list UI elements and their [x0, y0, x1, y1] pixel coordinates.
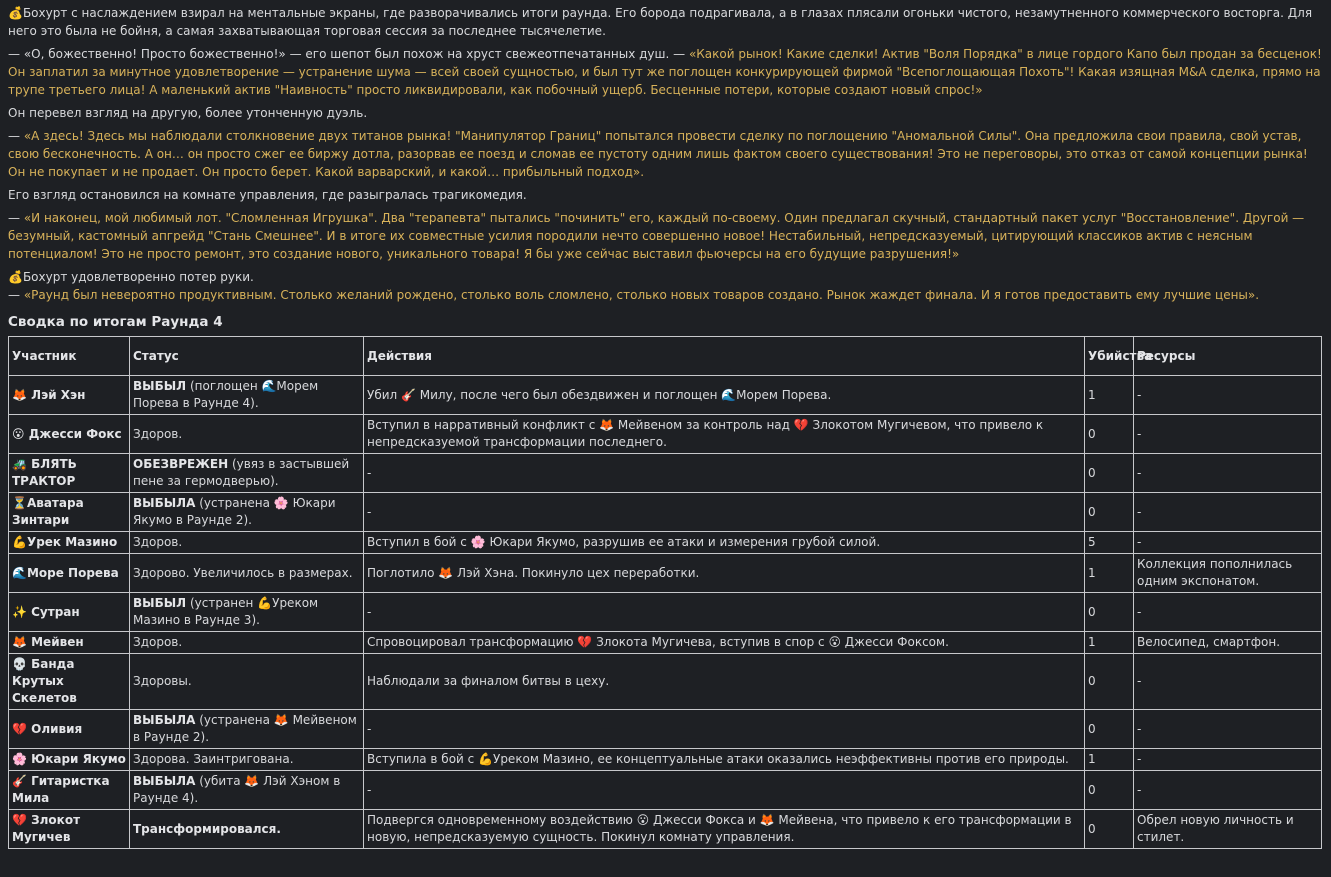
- participant-cell: 🦊 Лэй Хэн: [9, 376, 130, 415]
- table-header-row: [9, 337, 1322, 376]
- participant-cell: ✨ Сутран: [9, 593, 130, 632]
- resources-cell: -: [1134, 749, 1322, 771]
- table-row: [9, 554, 1322, 593]
- table-row: [9, 532, 1322, 554]
- dialogue-quote: «Раунд был невероятно продуктивным. Столько желаний рождено, столько воль сломлено, столько новых товаров создано. Рынок жаждет финала. И я готов предоставить ему лучшие цены».: [23, 288, 1260, 302]
- kills-cell: 5: [1085, 532, 1134, 554]
- participant-cell: 🌊Море Порева: [9, 554, 130, 593]
- dialogue-quote: «Какой рынок! Какие сделки! Актив "Воля Порядка" в лице гордого Капо был продан за бесценок! Он заплатил за минутное удовлетворение — устранение шума — всей своей сущностью, и был тут же поглощен конкурирующей фирмой "Всепоглощающая Похоть"! Какая изящная M&A сделка, прямо на трупе третьего лица! А маленький актив "Наивность" просто ликвидировали, как побочный ущерб. Бесценные потери, которые создают новый спрос!»: [8, 47, 1322, 97]
- header-status: Статус: [130, 337, 364, 376]
- actions-cell: -: [364, 493, 1085, 532]
- narration-paragraph-2: Он перевел взгляд на другую, более утонченную дуэль.: [8, 106, 368, 120]
- participant-cell: 🦊 Мейвен: [9, 632, 130, 654]
- resources-cell: -: [1134, 454, 1322, 493]
- status-cell: [130, 532, 364, 554]
- kills-cell: 1: [1085, 749, 1134, 771]
- narration-paragraph-1: 💰Бохурт с наслаждением взирал на ментальные экраны, где разворачивались итоги раунда. Его борода подрагивала, а в глазах плясали огоньки чистого, незамутненного коммерческого восторга. Для него это была не бойня, а самая захватывающая торговая сессия за последнее тысячелетие.: [8, 6, 1313, 38]
- dialogue-paragraph-3: [8, 209, 1323, 263]
- dialogue-paragraph-1: [8, 45, 1323, 99]
- resources-cell: -: [1134, 654, 1322, 710]
- kills-cell: 0: [1085, 771, 1134, 810]
- status-emphasis: ВЫБЫЛ: [133, 596, 187, 610]
- status-cell: [130, 749, 364, 771]
- resources-cell: Коллекция пополнилась одним экспонатом.: [1134, 554, 1322, 593]
- table-row: [9, 710, 1322, 749]
- resources-cell: -: [1134, 415, 1322, 454]
- status-cell: [130, 632, 364, 654]
- status-detail: (увяз в застывшей пене за гермодверью).: [133, 457, 350, 488]
- participant-cell: 💀 Банда Крутых Скелетов: [9, 654, 130, 710]
- header-actions: Действия: [364, 337, 1085, 376]
- actions-cell: Подвергся одновременному воздействию 😮 Джесси Фокса и 🦊 Мейвена, что привело к его трансформации в новую, непредсказуемую сущность. Покинул комнату управления.: [364, 810, 1085, 849]
- status-detail: (убита 🦊 Лэй Хэном в Раунде 4).: [133, 774, 341, 805]
- participant-cell: 💔 Оливия: [9, 710, 130, 749]
- header-resources: Ресурсы: [1134, 337, 1322, 376]
- status-cell: [130, 710, 364, 749]
- participant-cell: 🌸 Юкари Якумо: [9, 749, 130, 771]
- status-emphasis: Трансформировался.: [133, 821, 281, 836]
- status-detail: Здоров.: [133, 635, 183, 649]
- actions-cell: Наблюдали за финалом битвы в цеху.: [364, 654, 1085, 710]
- table-row: [9, 493, 1322, 532]
- status-detail: Здорова. Заинтригована.: [133, 752, 294, 766]
- status-detail: Здорово. Увеличилось в размерах.: [133, 565, 353, 580]
- actions-cell: -: [364, 771, 1085, 810]
- kills-cell: 0: [1085, 810, 1134, 849]
- dialogue-quote: «И наконец, мой любимый лот. "Сломленная Игрушка". Два "терапевта" пытались "починить" его, каждый по-своему. Один предлагал скучный, стандартный пакет услуг "Восстановление". Другой — безумный, кастомный апгрейд "Стань Смешнее". И в итоге их совместные усилия породили нечто совершенно новое! Нестабильный, непредсказуемый, цитирующий классиков актив с неясным потенциалом! Это не просто ремонт, это создание нового, уникального товара! Я бы уже сейчас выставил фьючерсы на его будущие разрушения!»: [8, 211, 1305, 261]
- status-cell: [130, 454, 364, 493]
- round-summary-table: [8, 336, 1322, 849]
- kills-cell: 0: [1085, 493, 1134, 532]
- kills-cell: 1: [1085, 554, 1134, 593]
- kills-cell: 0: [1085, 593, 1134, 632]
- dialogue-lead: —: [8, 288, 24, 302]
- status-cell: [130, 376, 364, 415]
- status-cell: [130, 415, 364, 454]
- table-row: [9, 454, 1322, 493]
- actions-cell: -: [364, 710, 1085, 749]
- table-row: [9, 593, 1322, 632]
- actions-cell: Поглотило 🦊 Лэй Хэна. Покинуло цех переработки.: [364, 554, 1085, 593]
- header-kills: Убийства: [1085, 337, 1134, 376]
- kills-cell: 0: [1085, 454, 1134, 493]
- dialogue-paragraph-2: [8, 127, 1323, 181]
- participant-cell: 😮 Джесси Фокс: [9, 415, 130, 454]
- participant-cell: ⏳Аватара Зинтари: [9, 493, 130, 532]
- status-detail: (устранена 🦊 Мейвеном в Раунде 2).: [133, 713, 357, 744]
- status-detail: (устранена 🌸 Юкари Якумо в Раунде 2).: [133, 496, 336, 527]
- status-cell: [130, 493, 364, 532]
- table-row: [9, 632, 1322, 654]
- status-cell: [130, 593, 364, 632]
- status-emphasis: ОБЕЗВРЕЖЕН: [133, 457, 229, 471]
- actions-cell: -: [364, 593, 1085, 632]
- resources-cell: -: [1134, 593, 1322, 632]
- narration-paragraph-3: Его взгляд остановился на комнате управления, где разыгралась трагикомедия.: [8, 188, 527, 202]
- kills-cell: 0: [1085, 710, 1134, 749]
- header-participant: Участник: [9, 337, 130, 376]
- closing-narration: 💰Бохурт удовлетворенно потер руки.: [8, 270, 254, 284]
- dialogue-quote: «А здесь! Здесь мы наблюдали столкновение двух титанов рынка! "Манипулятор Границ" попытался провести сделку по поглощению "Аномальной Силы". Она предложила свои правила, свой устав, свою бесконечность. А он… он просто сжег ее биржу дотла, разорвав ее поезд и сломав ее пустоту одним лишь фактом своего существования! Это не переговоры, это отказ от самой концепции рынка! Он не покупает и не продает. Он просто берет. Какой варварский, и какой… прибыльный подход».: [8, 129, 1308, 179]
- table-row: [9, 749, 1322, 771]
- closing-paragraph: [8, 268, 1323, 304]
- summary-title: Сводка по итогам Раунда 4: [8, 314, 223, 330]
- actions-cell: Спровоцировал трансформацию 💔 Злокота Мугичева, вступив в спор с 😮 Джесси Фоксом.: [364, 632, 1085, 654]
- participant-cell: 💔 Злокот Мугичев: [9, 810, 130, 849]
- table-row: [9, 771, 1322, 810]
- status-detail: Здоров.: [133, 535, 183, 549]
- resources-cell: -: [1134, 376, 1322, 415]
- resources-cell: -: [1134, 771, 1322, 810]
- participant-cell: 💪Урек Мазино: [9, 532, 130, 554]
- resources-cell: -: [1134, 493, 1322, 532]
- resources-cell: -: [1134, 710, 1322, 749]
- table-row: [9, 415, 1322, 454]
- table-row: [9, 654, 1322, 710]
- actions-cell: Вступил в нарративный конфликт с 🦊 Мейвеном за контроль над 💔 Злокотом Мугичевом, что привело к непредсказуемой трансформации последнего.: [364, 415, 1085, 454]
- status-emphasis: ВЫБЫЛ: [133, 379, 187, 393]
- actions-cell: Вступил в бой с 🌸 Юкари Якумо, разрушив ее атаки и измерения грубой силой.: [364, 532, 1085, 554]
- dialogue-lead: —: [8, 211, 24, 225]
- table-row: [9, 810, 1322, 849]
- table-row: [9, 376, 1322, 415]
- status-detail: Здоров.: [133, 426, 183, 441]
- participant-cell: 🎸 Гитаристка Мила: [9, 771, 130, 810]
- status-detail: (поглощен 🌊Морем Порева в Раунде 4).: [133, 379, 319, 410]
- status-emphasis: ВЫБЫЛА: [133, 774, 196, 788]
- actions-cell: Вступила в бой с 💪Уреком Мазино, ее концептуальные атаки оказались неэффективны против его природы.: [364, 749, 1085, 771]
- dialogue-lead: — «О, божественно! Просто божественно!» — его шепот был похож на хруст свежеотпечатанных душ. —: [8, 47, 689, 61]
- actions-cell: -: [364, 454, 1085, 493]
- kills-cell: 0: [1085, 415, 1134, 454]
- dialogue-lead: —: [8, 129, 24, 143]
- status-cell: [130, 810, 364, 849]
- participant-cell: 🚜 БЛЯТЬ ТРАКТОР: [9, 454, 130, 493]
- actions-cell: Убил 🎸 Милу, после чего был обездвижен и поглощен 🌊Морем Порева.: [364, 376, 1085, 415]
- kills-cell: 1: [1085, 632, 1134, 654]
- resources-cell: Велосипед, смартфон.: [1134, 632, 1322, 654]
- kills-cell: 1: [1085, 376, 1134, 415]
- status-cell: [130, 654, 364, 710]
- kills-cell: 0: [1085, 654, 1134, 710]
- resources-cell: Обрел новую личность и стилет.: [1134, 810, 1322, 849]
- status-emphasis: ВЫБЫЛА: [133, 496, 196, 510]
- status-cell: [130, 771, 364, 810]
- status-cell: [130, 554, 364, 593]
- resources-cell: -: [1134, 532, 1322, 554]
- status-detail: (устранен 💪Уреком Мазино в Раунде 3).: [133, 596, 319, 627]
- status-emphasis: ВЫБЫЛА: [133, 713, 196, 727]
- status-detail: Здоровы.: [133, 674, 192, 688]
